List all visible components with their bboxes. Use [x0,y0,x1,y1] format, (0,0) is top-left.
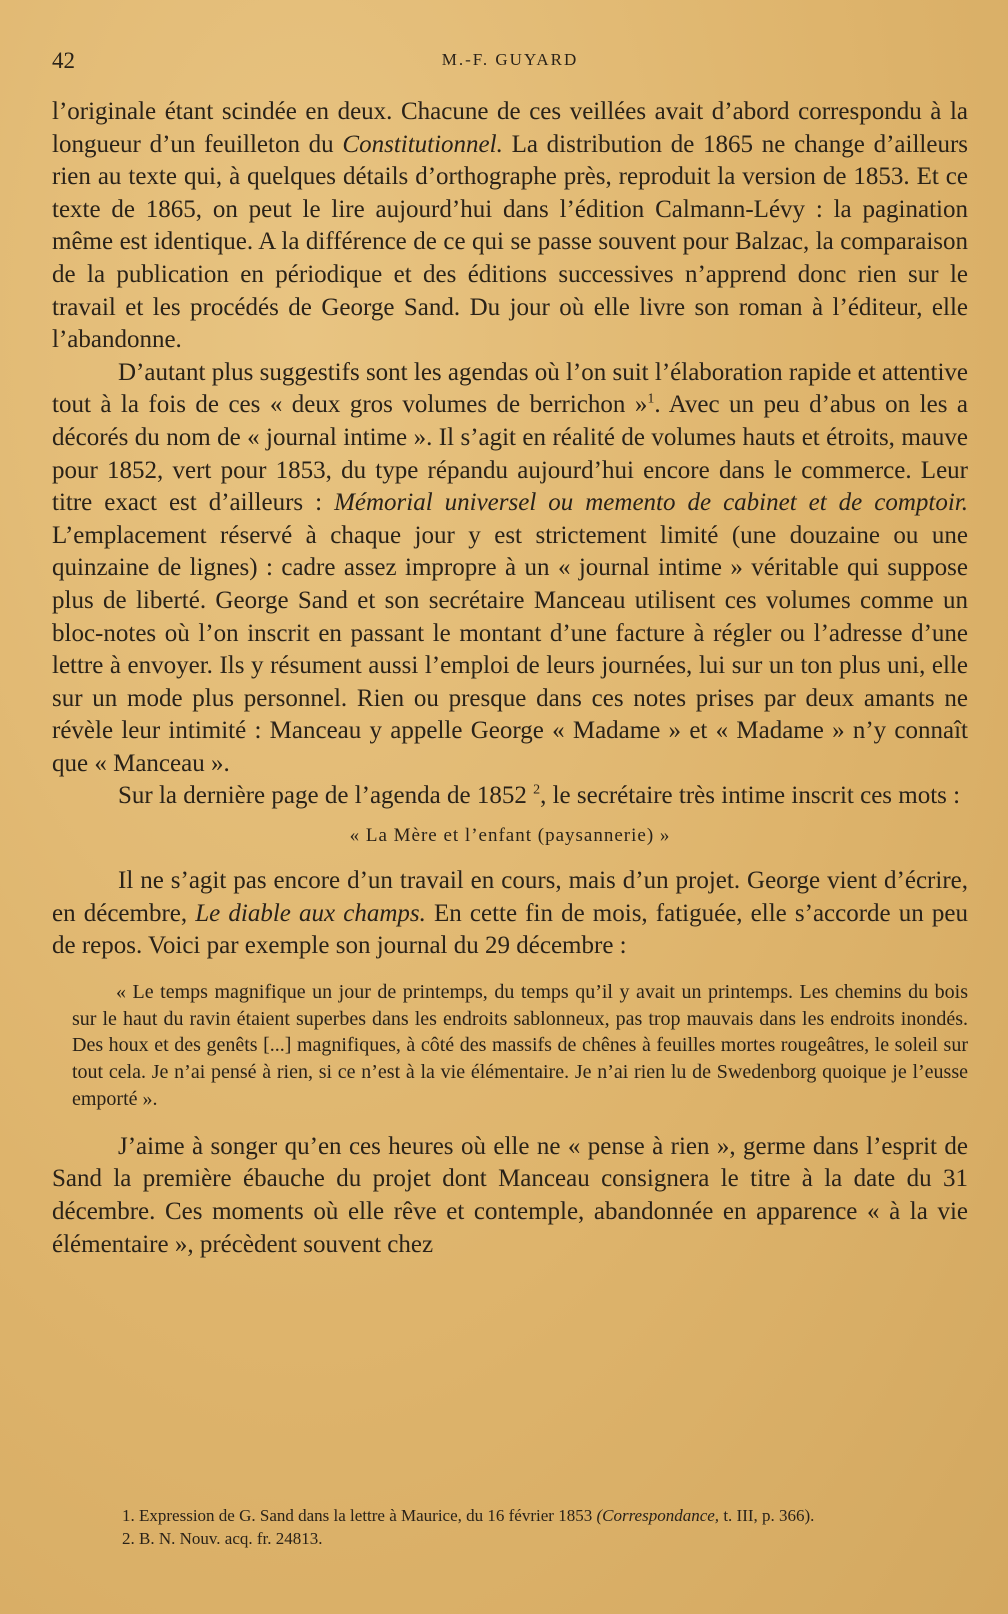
page-number: 42 [52,48,75,73]
paragraph-4-text-b: En cette fin de mois, fatiguée, elle s’accorde un peu de repos. Voici par exemple son journal du 29 décembre : [52,899,968,960]
paragraph-3 [52,780,968,813]
paragraph-4-text-a: Il ne s’agit pas encore d’un travail en cours, mais d’un projet. George vient d’écrire, en décembre, [52,867,968,927]
running-head-author: M.-F. GUYARD [441,50,579,69]
footnote-1-italic: (Correspondance, [596,1506,720,1525]
footnote-1 [72,1504,968,1527]
running-head [52,44,968,80]
paragraph-3-text-b: , le secrétaire très intime inscrit ces mots : [540,782,961,810]
paragraph-1-text-a: l’originale étant scindée en deux. Chacune de ces veillées avait d’abord correspondu à la longueur d’un feuilleton du [52,98,968,158]
block-quote-journal: « Le temps magnifique un jour de printemps, du temps qu’il y avait un printemps. Les chemins du bois sur le haut du ravin étaient superbes dans les endroits sablonneux, pas trop mauvais dans les endroits inondés. Des houx et des genêts [...] magnifiques, à côté des massifs de chênes à feuilles mortes rougeâtres, le soleil sur tout cela. Je n’ai pensé à rien, si ce n’est à la vie élémentaire. Je n’ai rien lu de Swedenborg quoique je l’eusse emporté ». [72,980,968,1111]
body-text [52,96,968,1261]
paragraph-2-text-b: . Avec un peu d’abus on les a décorés du nom de « journal intime ». Il s’agit en réalité de volumes hauts et étroits, mauve pour 1852, vert pour 1853, du type répandu aujourd’hui encore dans le commerce. Leur titre exact est d’ailleurs : [52,391,968,517]
paragraph-2-text-c: L’emplacement réservé à chaque jour y est strictement limité (une douzaine ou une quinzaine de lignes) : cadre assez impropre à un « journal intime » véritable qui suppose plus de liberté. George Sand et son secrétaire Manceau utilisent ces volumes comme un bloc-notes où l’on inscrit en passant le montant d’une facture à régler ou l’adresse d’une lettre à envoyer. Ils y résument aussi l’emploi de leurs journées, lui sur un ton plus uni, elle sur un mode plus personnel. Rien ou presque dans ces notes prises par deux amants ne révèle leur intimité : Manceau y appelle George « Madame » et « Madame » n’y connaît que « Manceau ». [52,521,968,777]
paragraph-2-text-a: D’autant plus suggestifs sont les agendas où l’on suit l’élaboration rapide et attentive tout à la fois de ces « deux gros volumes de berrichon » [52,358,968,419]
paragraph-1-text-b: La distribution de 1865 ne change d’ailleurs rien au texte qui, à quelques détails d’orthographe près, reproduit la version de 1853. Et ce texte de 1865, on peut le lire aujourd’hui dans l’édition Calmann-Lévy : la pagination même est identique. A la différence de ce qui se passe souvent pour Balzac, la comparaison de la publication en périodique et des éditions successives n’apprend donc rien sur le travail et les procédés de George Sand. Du jour où elle livre son roman à l’éditeur, elle l’abandonne. [52,130,969,354]
footnote-1-text-b: t. III, p. 366). [719,1506,815,1525]
paragraph-1-italic-title: Constitutionnel. [342,130,503,158]
paragraph-3-text-a: Sur la dernière page de l’agenda de 1852 [118,782,534,810]
centered-quotation: « La Mère et l’enfant (paysannerie) » [349,825,671,847]
paragraph-1 [52,96,968,357]
footnote-2: 2. B. N. Nouv. acq. fr. 24813. [122,1529,323,1548]
paragraph-5: J’aime à songer qu’en ces heures où elle ne « pense à rien », germe dans l’esprit de Sand la première ébauche du projet dont Manceau consignera le titre à la date du 31 décembre. Ces moments où elle rêve et contemple, abandonnée en apparence « à la vie élémentaire », précèdent souvent chez [52,1132,968,1258]
footnote-ref-2: 2 [533,783,541,799]
footnote-1-text-a: 1. Expression de G. Sand dans la lettre à Maurice, du 16 février 1853 [122,1506,597,1525]
paragraph-4 [52,865,968,963]
paragraph-4-italic-title: Le diable aux champs. [195,899,426,927]
paragraph-2-italic-title: Mémorial universel ou memento de cabinet et de comptoir. [334,489,968,517]
footnotes [72,1504,968,1550]
paragraph-2 [52,357,968,781]
footnote-ref-1: 1 [647,392,655,408]
